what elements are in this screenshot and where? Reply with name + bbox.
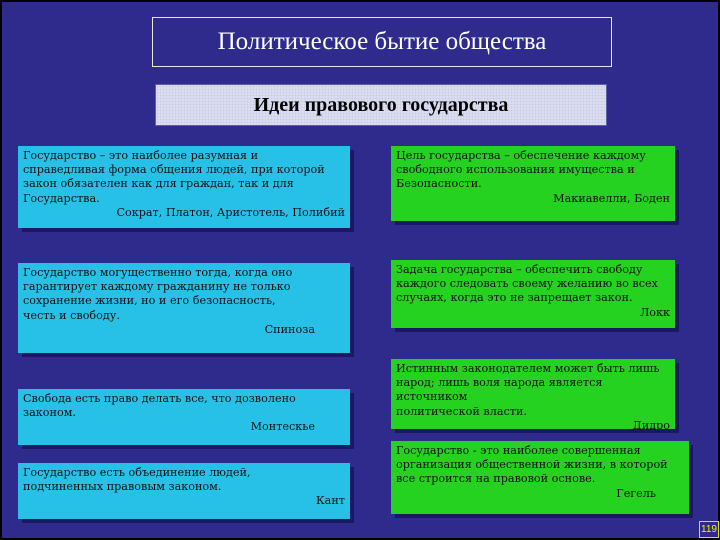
quote-text: Задача государства – обеспечить свободу каждого следовать своему желанию во всех случаях, когда это не запрещает закон. (396, 263, 658, 305)
quote-box-hegel (391, 441, 689, 514)
quote-author: Локк (639, 305, 670, 319)
quote-author: Макиавелли, Боден (553, 191, 670, 205)
quote-author: Монтескье (250, 420, 315, 434)
quote-box-montesquieu (18, 389, 350, 445)
quote-box-diderot (391, 359, 675, 432)
quote-text: Цель государства – обеспечение каждому свободного использования имущества и Безопасности. (396, 149, 646, 191)
quote-author: Кант (316, 494, 345, 508)
slide-title: Политическое бытие общества (152, 17, 612, 67)
quote-box-locke (391, 260, 675, 328)
quote-author: Сократ, Платон, Аристотель, Полибий (116, 205, 345, 219)
quote-box-spinoza (18, 263, 350, 353)
quote-box-socrates (18, 146, 350, 228)
slide-subtitle: Идеи правового государства (155, 84, 607, 126)
quote-box-kant (18, 463, 350, 519)
quote-text: Государство есть объединение людей, подчиненных правовым законом. (23, 466, 251, 494)
quote-text: Государство могущественно тогда, когда оно гарантирует каждому гражданину не только сохранение жизни, но и его безопасность, честь и свободу. (23, 266, 293, 322)
page-number: 119 (699, 521, 719, 538)
quote-author: Гегель (616, 486, 656, 500)
quote-author: Дидро (632, 418, 670, 432)
quote-text: Истинным законодателем может быть лишь народ; лишь воля народа является источником политической власти. (396, 362, 660, 418)
quote-text: Государство - это наиболее совершенная организация общественной жизни, в которой все строится на правовой основе. (396, 444, 668, 486)
quote-text: Государство – это наиболее разумная и справедливая форма общения людей, при которой закон обязателен как для граждан, так и для Государства. (23, 149, 325, 205)
quote-author: Спиноза (264, 322, 315, 336)
quote-text: Свобода есть право делать все, что дозволено законом. (23, 392, 296, 420)
quote-box-machiavelli (391, 146, 675, 221)
